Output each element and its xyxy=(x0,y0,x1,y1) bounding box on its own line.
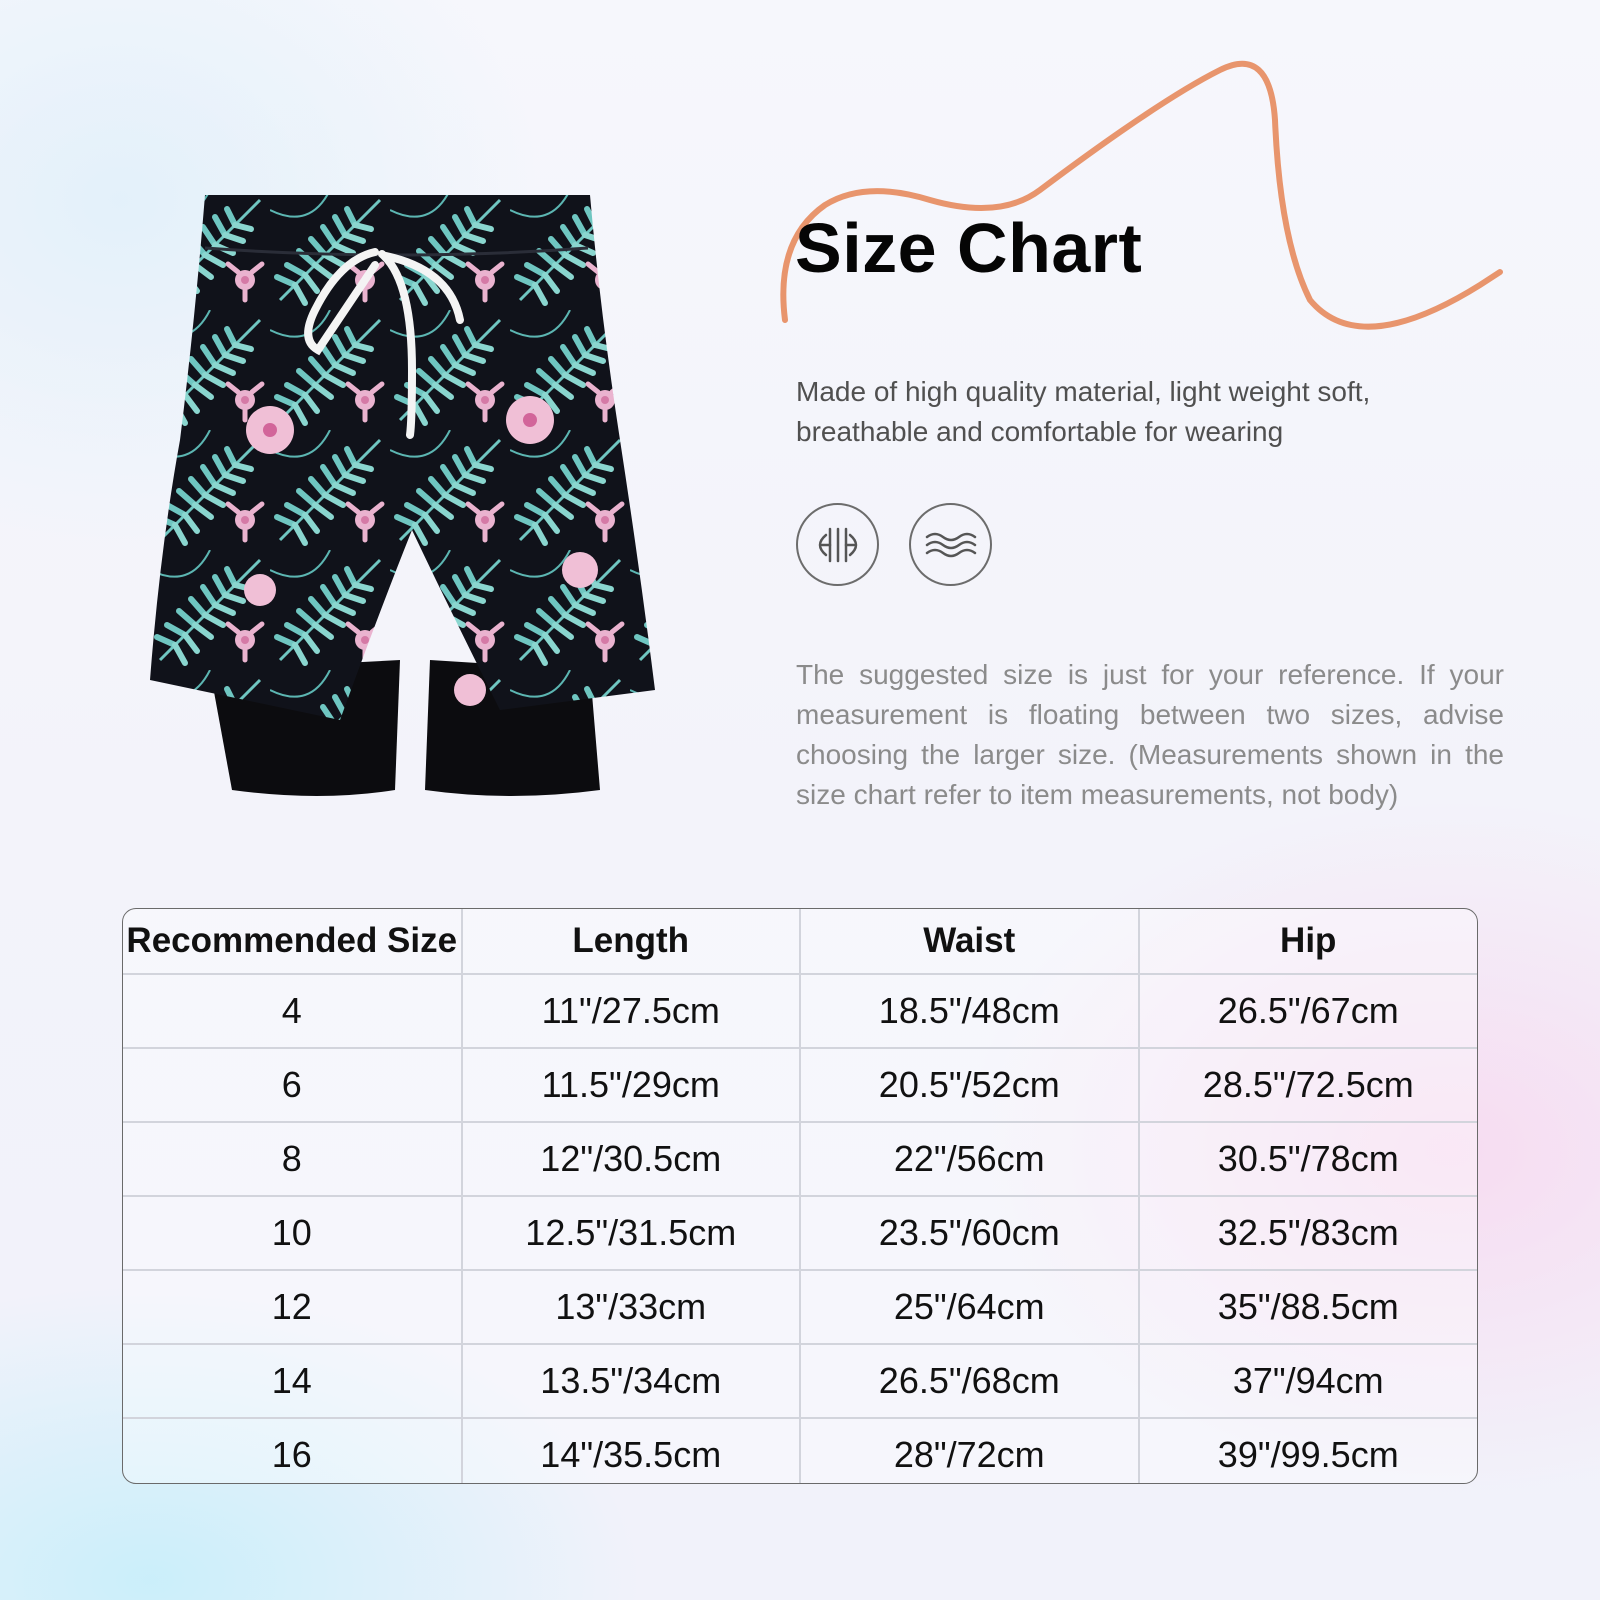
cell-hip: 35"/88.5cm xyxy=(1139,1270,1478,1344)
header-length: Length xyxy=(462,909,801,974)
stretch-icon xyxy=(796,503,879,586)
table-header-row xyxy=(123,909,1477,974)
cell-size: 8 xyxy=(123,1122,462,1196)
cell-size: 4 xyxy=(123,974,462,1048)
size-note: The suggested size is just for your reference. If your measurement is floating between two sizes, advise choosing the larger size. (Measurements shown in the size chart refer to item measurements, not body) xyxy=(796,659,1504,810)
table-row xyxy=(123,1048,1477,1122)
cell-length: 12"/30.5cm xyxy=(462,1122,801,1196)
table-row xyxy=(123,1270,1477,1344)
header-hip: Hip xyxy=(1139,909,1478,974)
header-waist: Waist xyxy=(800,909,1139,974)
cell-length: 12.5"/31.5cm xyxy=(462,1196,801,1270)
cell-hip: 39"/99.5cm xyxy=(1139,1418,1478,1484)
cell-length: 13"/33cm xyxy=(462,1270,801,1344)
cell-waist: 28"/72cm xyxy=(800,1418,1139,1484)
cell-length: 11"/27.5cm xyxy=(462,974,801,1048)
breathable-wave-icon xyxy=(909,503,992,586)
cell-size: 14 xyxy=(123,1344,462,1418)
cell-hip: 28.5"/72.5cm xyxy=(1139,1048,1478,1122)
table-row xyxy=(123,974,1477,1048)
cell-hip: 37"/94cm xyxy=(1139,1344,1478,1418)
decorative-swoosh-icon xyxy=(780,40,1540,340)
cell-length: 13.5"/34cm xyxy=(462,1344,801,1418)
product-description: Made of high quality material, light weight soft, breathable and comfortable for wearing xyxy=(796,376,1371,447)
cell-waist: 25"/64cm xyxy=(800,1270,1139,1344)
cell-size: 16 xyxy=(123,1418,462,1484)
table-row xyxy=(123,1344,1477,1418)
cell-hip: 26.5"/67cm xyxy=(1139,974,1478,1048)
table-row xyxy=(123,1418,1477,1484)
cell-size: 6 xyxy=(123,1048,462,1122)
product-image xyxy=(150,190,680,820)
cell-waist: 20.5"/52cm xyxy=(800,1048,1139,1122)
cell-waist: 18.5"/48cm xyxy=(800,974,1139,1048)
cell-hip: 32.5"/83cm xyxy=(1139,1196,1478,1270)
header-recommended-size: Recommended Size xyxy=(123,909,462,974)
page-title: Size Chart xyxy=(795,209,1143,287)
cell-waist: 26.5"/68cm xyxy=(800,1344,1139,1418)
floral-shorts-icon xyxy=(150,190,680,820)
cell-size: 10 xyxy=(123,1196,462,1270)
table-row xyxy=(123,1196,1477,1270)
table-row xyxy=(123,1122,1477,1196)
cell-waist: 22"/56cm xyxy=(800,1122,1139,1196)
feature-icons xyxy=(796,503,992,586)
size-table xyxy=(122,908,1478,1484)
cell-size: 12 xyxy=(123,1270,462,1344)
cell-length: 11.5"/29cm xyxy=(462,1048,801,1122)
cell-hip: 30.5"/78cm xyxy=(1139,1122,1478,1196)
cell-waist: 23.5"/60cm xyxy=(800,1196,1139,1270)
cell-length: 14"/35.5cm xyxy=(462,1418,801,1484)
